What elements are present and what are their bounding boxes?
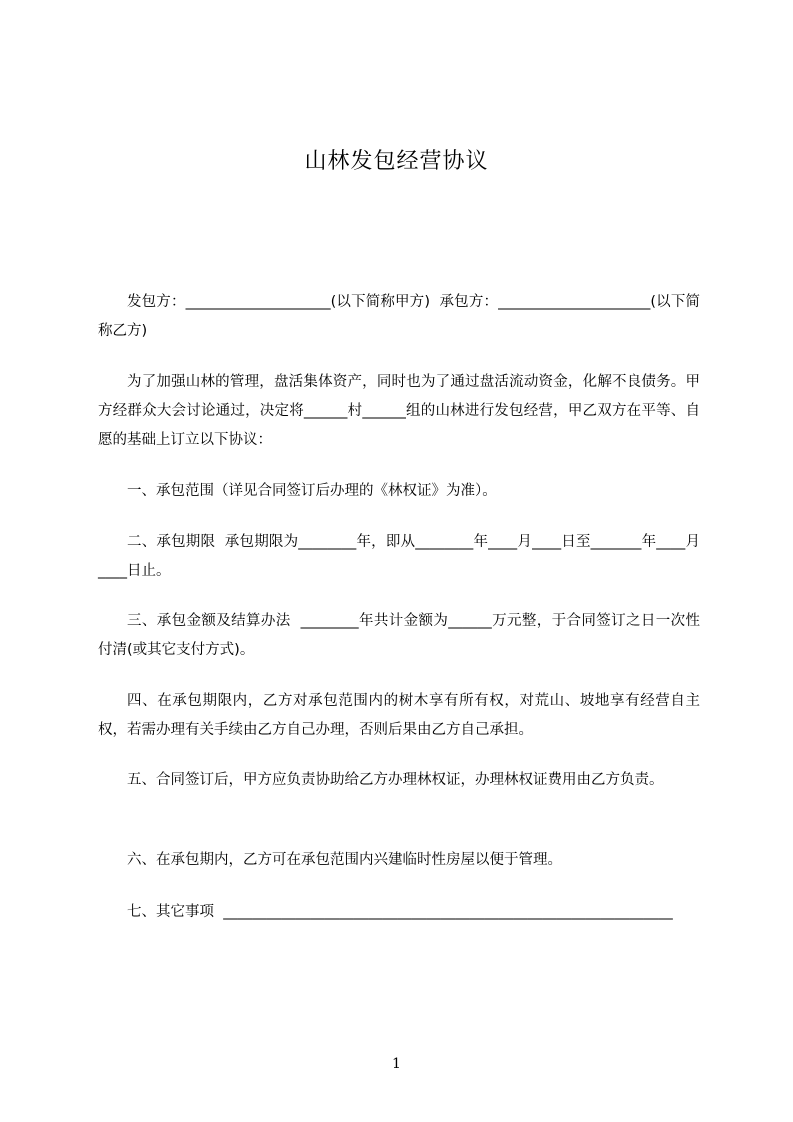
- page-number: 1: [392, 1056, 401, 1072]
- clause-other: 七、其它事项 ______________________________________________________________: [127, 904, 673, 920]
- clause-payment: 三、承包金额及结算办法 ________年共计金额为______万元整，于合同签订之日一次性付清(或其它支付方式)。: [98, 613, 700, 658]
- parties-paragraph: 发包方：____________________(以下简称甲方) 承包方：_____________________(以下简称乙方): [98, 294, 700, 339]
- clause-scope: 一、承包范围（详见合同签订后办理的《林权证》为准）。: [127, 483, 497, 499]
- clause-housing: 六、在承包期内，乙方可在承包范围内兴建临时性房屋以便于管理。: [127, 852, 562, 868]
- preamble-paragraph: 为了加强山林的管理，盘活集体资产，同时也为了通过盘活流动资金，化解不良债务。甲方经群众大会讨论通过，决定将______村______组的山林进行发包经营，甲乙双方在平等、自愿的基础上订立以下协议：: [98, 374, 700, 448]
- clause-certificate: 五、合同签订后，甲方应负责协助给乙方办理林权证，办理林权证费用由乙方负责。: [127, 772, 664, 788]
- document-title: 山林发包经营协议: [304, 149, 489, 174]
- clause-ownership: 四、在承包期限内，乙方对承包范围内的树木享有所有权，对荒山、坡地享有经营自主权，若需办理有关手续由乙方自己办理，否则后果由乙方自己承担。: [98, 693, 700, 738]
- clause-term: 二、承包期限 承包期限为________年，即从________年____月____日至_______年____月____日止。: [98, 534, 700, 579]
